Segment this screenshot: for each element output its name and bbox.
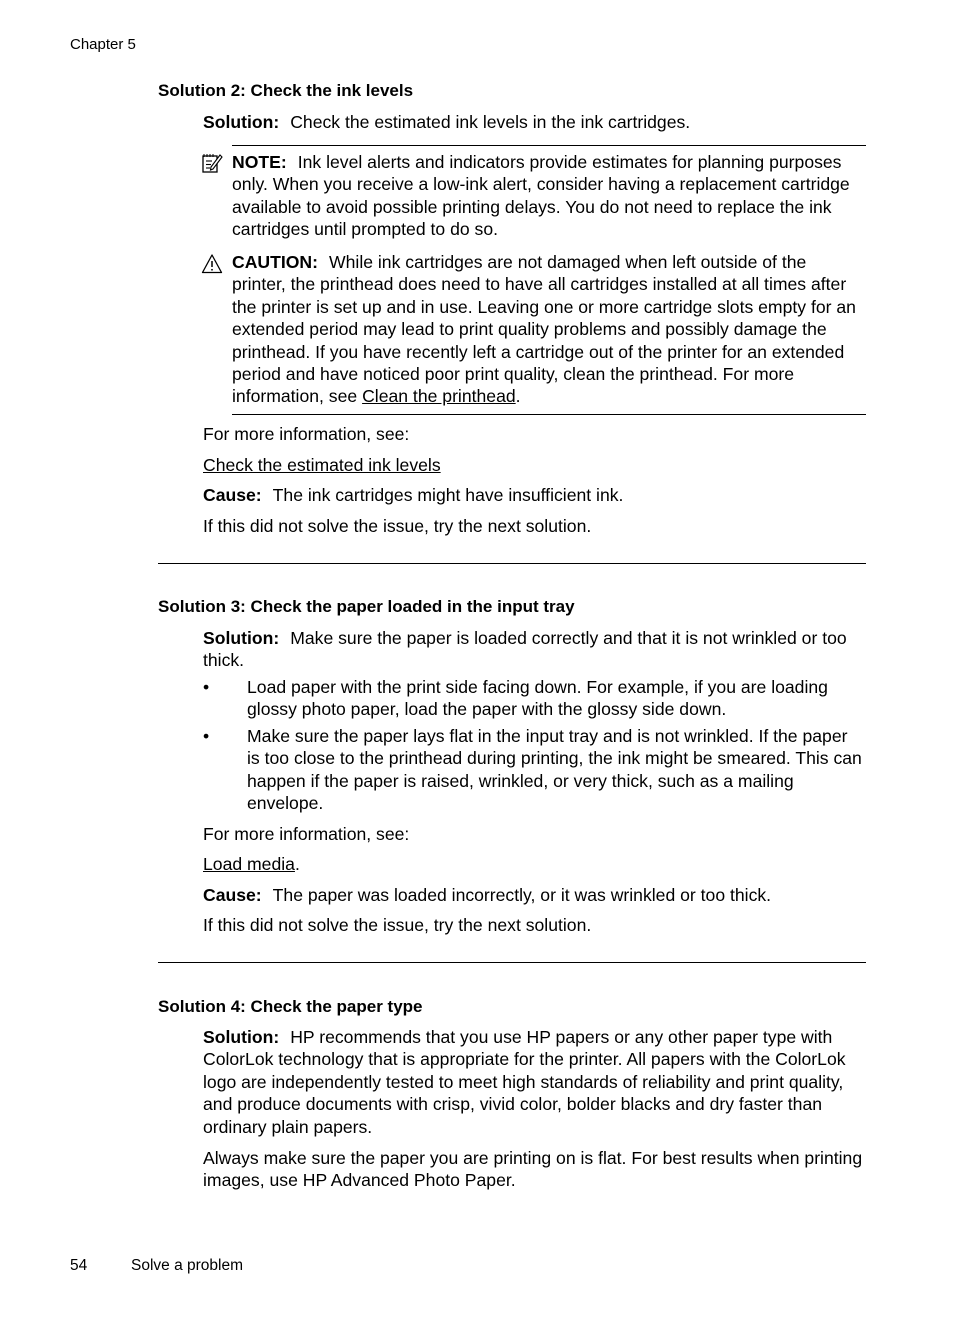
solution-3-more-info: For more information, see: [203, 824, 410, 844]
note-bottom-rule [232, 414, 866, 415]
solution-text: Check the estimated ink levels in the ink cartridges. [290, 112, 691, 132]
bullet-item: Make sure the paper lays flat in the input tray and is not wrinkled. If the paper is too close to the printhead during printing, the ink might be smeared. This can happen if the paper is raised, wrinkled, or very thick, such as a mailing envelope. [247, 726, 862, 814]
section-divider-2 [158, 962, 866, 963]
note-top-rule [232, 145, 866, 146]
solution-2-solution [203, 111, 865, 133]
solution-4-paragraph: Always make sure the paper you are printing on is flat. For best results when printing images, use HP Advanced Photo Paper. [203, 1148, 863, 1191]
solution-2-more-info: For more information, see: [203, 424, 410, 444]
caution-text: While ink cartridges are not damaged when left outside of the printer, the printhead does need to have all cartridges installed at all times after the printer is set up and in use. Leaving one or more cartridge slots empty for an extended period may lead to print quality problems and possibly damage the printhead. If you have recently left a cartridge out of the printer for an extended period and have noticed poor print quality, clean the printhead. For more information, see [232, 252, 856, 407]
caution-block: CAUTION: While ink cartridges are not damaged when left outside of the printer, the printhead does need to have all cartridges installed at all times after the printer is set up and in use. Leaving one or more cartridge slots empty for an extended period may lead to print quality problems and possibly damage the printhead. If you have recently left a cartridge out of the printer for an extended period and have noticed poor print quality, clean the printhead. For more information, see Clean the printhead. [232, 252, 856, 407]
chapter-header: Chapter 5 [70, 36, 136, 53]
solution-2-cause [203, 484, 865, 506]
cause-label: Cause: [203, 485, 262, 505]
bullet-item: Load paper with the print side facing down. For example, if you are loading glossy photo paper, load the paper with the glossy side down. [247, 677, 828, 720]
solution-3-solution [203, 627, 865, 672]
clean-printhead-link[interactable]: Clean the printhead [362, 386, 516, 407]
load-media-link[interactable]: Load media [203, 854, 295, 874]
solution-2-heading: Solution 2: Check the ink levels [158, 81, 414, 100]
solution-2-next: If this did not solve the issue, try the next solution. [203, 516, 592, 536]
solution-2-link-line [203, 454, 865, 476]
solution-label: Solution: [203, 628, 280, 648]
solution-3-cause [203, 884, 865, 906]
page-number: 54 [70, 1257, 88, 1274]
note-text: Ink level alerts and indicators provide estimates for planning purposes only. When you receive a low-ink alert, consider having a replacement cartridge available to avoid possible printing delays. You do not need to replace the ink cartridges until prompted to do so. [232, 152, 850, 240]
bullet-marker: • [203, 726, 210, 746]
solution-4-solution [203, 1026, 865, 1138]
cause-text: The paper was loaded incorrectly, or it was wrinkled or too thick. [272, 885, 772, 905]
solution-label: Solution: [203, 1027, 280, 1047]
check-ink-levels-link[interactable]: Check the estimated ink levels [203, 455, 441, 475]
caution-label: CAUTION: [232, 252, 319, 272]
solution-3-link-line: Load media. [203, 854, 300, 874]
solution-3-next: If this did not solve the issue, try the next solution. [203, 915, 592, 935]
bullet-marker: • [203, 677, 210, 697]
solution-4-heading: Solution 4: Check the paper type [158, 997, 423, 1016]
note-icon [201, 152, 223, 174]
solution-3-heading: Solution 3: Check the paper loaded in the input tray [158, 597, 575, 616]
solution-text: Make sure the paper is loaded correctly and that it is not wrinkled or too thick. [203, 628, 847, 671]
solution-label: Solution: [203, 112, 280, 132]
footer-title: Solve a problem [131, 1257, 244, 1274]
solution-text: HP recommends that you use HP papers or any other paper type with ColorLok technology that is appropriate for the printer. All papers with the ColorLok logo are independently tested to meet high standards of reliability and print quality, and produce documents with crisp, vivid color, bolder blacks and dry faster than ordinary plain papers. [203, 1027, 846, 1137]
section-divider-1 [158, 563, 866, 564]
caution-icon [201, 253, 223, 275]
note-block [232, 151, 862, 241]
cause-text: The ink cartridges might have insufficient ink. [272, 485, 624, 505]
cause-label: Cause: [203, 885, 262, 905]
note-label: NOTE: [232, 152, 287, 172]
